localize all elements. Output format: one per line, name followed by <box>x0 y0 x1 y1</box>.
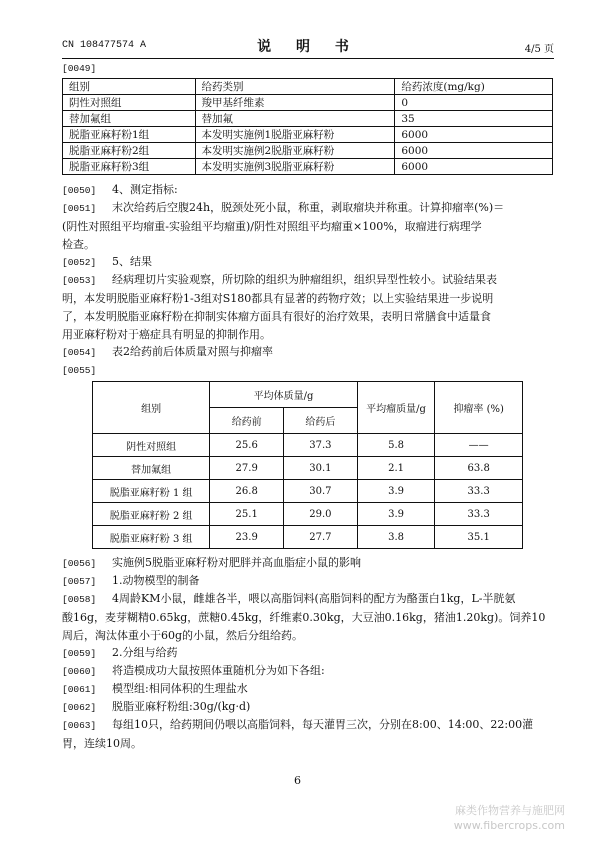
paragraph-line: 4周龄KM小鼠，雌雄各半，喂以高脂饲料(高脂饲料的配方为酪蛋白1kg，L-半胱氨 <box>112 592 516 605</box>
paragraph-line: 末次给药后空腹24h，脱颈处死小鼠，称重，剥取瘤块并称重。计算抑瘤率(%)＝ <box>112 201 505 214</box>
paragraph-text: 5、结果 <box>112 255 152 268</box>
paragraph-0062 <box>62 698 554 717</box>
watermark-url: www.fibercrops.com <box>453 819 565 832</box>
table-header-row <box>63 79 553 95</box>
table-header-cell: 给药前 <box>210 408 284 434</box>
table-cell: 脱脂亚麻籽粉 1 组 <box>93 480 210 503</box>
table-cell: 6000 <box>395 127 553 143</box>
paragraph-0051 <box>62 199 554 254</box>
watermark-line: 麻类作物营养与施肥网 <box>455 804 565 817</box>
table-cell: 6000 <box>395 143 553 159</box>
paragraph-0060 <box>62 662 554 681</box>
table-cell: 本发明实施例2脱脂亚麻籽粉 <box>195 143 395 159</box>
results-table <box>92 381 523 549</box>
paragraph-text: 模型组:相同体积的生理盐水 <box>112 682 248 695</box>
table-cell: 脱脂亚麻籽粉2组 <box>63 143 196 159</box>
table-cell: 30.1 <box>284 457 358 480</box>
table-cell: 35 <box>395 111 553 127</box>
table-cell: 29.0 <box>284 503 358 526</box>
paragraph-line: 用亚麻籽粉对于癌症具有明显的抑制作用。 <box>62 328 271 341</box>
watermark <box>454 803 565 833</box>
paragraph-0052 <box>62 253 554 272</box>
table-cell: 脱脂亚麻籽粉1组 <box>63 127 196 143</box>
paragraph-number: [0061] <box>62 684 97 695</box>
paragraph-number: [0053] <box>62 275 97 286</box>
paragraph-number: [0050] <box>62 185 97 196</box>
table-row <box>93 480 523 503</box>
paragraph-line: 胃，连续10周。 <box>62 737 142 750</box>
header-rule <box>62 58 554 59</box>
table-header-cell: 抑瘤率 (%) <box>435 382 523 434</box>
paragraph-0056 <box>62 554 554 573</box>
table-cell: 2.1 <box>357 457 435 480</box>
table-header-cell: 给药后 <box>284 408 358 434</box>
table-header-cell: 给药类别 <box>195 79 395 95</box>
table-cell: 3.9 <box>357 503 435 526</box>
paragraph-line: 每组10只，给药期间仍喂以高脂饲料，每天灌胃三次，分别在8:00、14:00、22:00灌 <box>112 718 534 731</box>
table-cell: 阴性对照组 <box>63 95 196 111</box>
table-row <box>63 95 553 111</box>
table-cell: 阴性对照组 <box>93 434 210 457</box>
table-row <box>63 111 553 127</box>
table-cell: 37.3 <box>284 434 358 457</box>
paragraph-0061 <box>62 680 554 699</box>
table-row <box>93 434 523 457</box>
paragraph-number: [0049] <box>62 63 97 74</box>
table-cell: 脱脂亚麻籽粉 2 组 <box>93 503 210 526</box>
table-cell: 本发明实施例1脱脂亚麻籽粉 <box>195 127 395 143</box>
table-header-cell: 平均体质量/g <box>210 382 357 408</box>
paragraph-number: [0058] <box>62 594 97 605</box>
paragraph-number: [0051] <box>62 203 97 214</box>
paragraph-number: [0062] <box>62 702 97 713</box>
paragraph-0057 <box>62 572 554 591</box>
paragraph-number: [0056] <box>62 558 97 569</box>
table-cell: 23.9 <box>210 526 284 549</box>
table-header-row <box>93 382 523 408</box>
paragraph-number: [0055] <box>62 365 97 376</box>
table-cell: 33.3 <box>435 480 523 503</box>
table-row <box>93 457 523 480</box>
table-row <box>63 143 553 159</box>
table-cell: 3.8 <box>357 526 435 549</box>
table-row <box>63 127 553 143</box>
table-cell: 本发明实施例3脱脂亚麻籽粉 <box>195 159 395 175</box>
paragraph-0059 <box>62 644 554 663</box>
page-number: 6 <box>294 774 301 787</box>
table-header-cell: 组别 <box>63 79 196 95</box>
table-cell: 6000 <box>395 159 553 175</box>
table-cell: 27.7 <box>284 526 358 549</box>
paragraph-line: 经病理切片实验观察，所切除的组织为肿瘤组织，组织异型性较小。试验结果表 <box>112 273 497 286</box>
table-cell: 0 <box>395 95 553 111</box>
paragraph-0058 <box>62 590 554 645</box>
paragraph-number: [0057] <box>62 576 97 587</box>
dosage-table <box>62 78 553 175</box>
paragraph-line: (阴性对照组平均瘤重-实验组平均瘤重)/阴性对照组平均瘤重×100%，取瘤进行病理学 <box>62 220 482 233</box>
table-cell: 26.8 <box>210 480 284 503</box>
table-caption: 表2给药前后体质量对照与抑瘤率 <box>112 345 273 358</box>
table-cell: 25.6 <box>210 434 284 457</box>
paragraph-0054 <box>62 343 554 362</box>
table-cell: 替加氟组 <box>63 111 196 127</box>
paragraph-0050 <box>62 181 554 200</box>
table-row <box>93 503 523 526</box>
paragraph-text: 脱脂亚麻籽粉组:30g/(kg·d) <box>112 700 251 713</box>
paragraph-number: [0054] <box>62 347 97 358</box>
page-header <box>62 36 554 58</box>
paragraph-number: [0063] <box>62 720 97 731</box>
paragraph-line: 周后，淘汰体重小于60g的小鼠，然后分组给药。 <box>62 629 304 642</box>
paragraph-text: 将造模成功大鼠按照体重随机分为如下各组: <box>112 664 325 677</box>
paragraph-text: 4、测定指标: <box>112 183 178 196</box>
paragraph-text: 1.动物模型的制备 <box>112 574 200 587</box>
table-header-cell: 平均瘤质量/g <box>357 382 435 434</box>
table-cell: 27.9 <box>210 457 284 480</box>
table-cell: 3.9 <box>357 480 435 503</box>
paragraph-line: 检查。 <box>62 238 95 251</box>
table-cell: 替加氟 <box>195 111 395 127</box>
table-row <box>93 526 523 549</box>
table-cell: 脱脂亚麻籽粉3组 <box>63 159 196 175</box>
paragraph-line: 酸16g，麦芽糊精0.65kg，蔗糖0.45kg，纤维素0.30kg，大豆油0.16kg，猪油1.20kg)。饲养10 <box>62 611 546 624</box>
paragraph-text: 2.分组与给药 <box>112 646 178 659</box>
table-cell: 脱脂亚麻籽粉 3 组 <box>93 526 210 549</box>
table-cell: 25.1 <box>210 503 284 526</box>
paragraph-0063 <box>62 716 554 753</box>
paragraph-number: [0059] <box>62 648 97 659</box>
page-indicator: 4/5 页 <box>524 44 554 55</box>
document-title: 说 明 书 <box>257 39 359 55</box>
table-cell: 63.8 <box>435 457 523 480</box>
paragraph-number: [0052] <box>62 257 97 268</box>
paragraph-text: 实施例5脱脂亚麻籽粉对肥胖并高血脂症小鼠的影响 <box>112 556 361 569</box>
paragraph-line: 了，本发明脱脂亚麻籽粉在抑制实体瘤方面具有很好的治疗效果，表明日常膳食中适量食 <box>62 310 491 323</box>
table-cell: 33.3 <box>435 503 523 526</box>
table-cell: 5.8 <box>357 434 435 457</box>
table-cell: 35.1 <box>435 526 523 549</box>
patent-number: CN 108477574 A <box>62 40 147 51</box>
table-cell: 30.7 <box>284 480 358 503</box>
table-header-cell: 给药浓度(mg/kg) <box>395 79 553 95</box>
paragraph-0053 <box>62 271 554 344</box>
table-row <box>63 159 553 175</box>
table-header-cell: 组别 <box>93 382 210 434</box>
table-cell: 替加氟组 <box>93 457 210 480</box>
table-cell: 羧甲基纤维素 <box>195 95 395 111</box>
table-cell: —— <box>435 434 523 457</box>
paragraph-line: 明，本发明脱脂亚麻籽粉1-3组对S180都具有显著的药物疗效；以上实验结果进一步说明 <box>62 292 494 305</box>
paragraph-number: [0060] <box>62 666 97 677</box>
